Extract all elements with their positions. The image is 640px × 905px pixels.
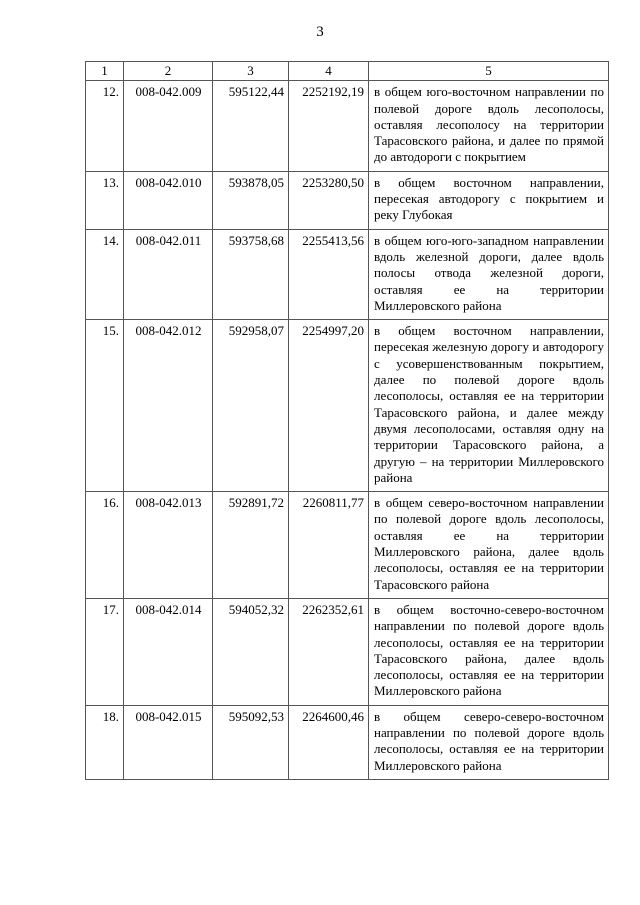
coordinate-y: 2252192,19 [289,81,369,171]
table-row [86,492,609,599]
column-header-3: 3 [213,62,289,81]
point-code: 008-042.011 [124,229,213,319]
coordinate-y: 2264600,46 [289,705,369,779]
row-number: 15. [86,320,124,492]
row-number: 18. [86,705,124,779]
table-header [86,62,609,81]
page-number: 3 [316,24,324,40]
point-code: 008-042.014 [124,598,213,705]
column-header-5: 5 [369,62,609,81]
coordinate-x: 592891,72 [213,492,289,599]
boundary-description: в общем северо-северо-восточном направлении по полевой дороге вдоль лесополосы, оставляя ее на территории Миллеровского района [369,705,609,779]
table-row [86,598,609,705]
coordinate-y: 2253280,50 [289,171,369,229]
table-body [86,81,609,780]
row-number: 12. [86,81,124,171]
table-row [86,229,609,319]
column-header-2: 2 [124,62,213,81]
point-code: 008-042.013 [124,492,213,599]
table-row [86,320,609,492]
row-number: 17. [86,598,124,705]
coordinate-x: 593758,68 [213,229,289,319]
point-code: 008-042.009 [124,81,213,171]
boundary-description: в общем восточно-северо-восточном направлении по полевой дороге вдоль лесополосы, оставляя ее на территории Тарасовского района, далее вдоль лесополосы, оставляя ее на территории Миллеровского района [369,598,609,705]
coordinate-y: 2260811,77 [289,492,369,599]
header-row [86,62,609,81]
coordinate-x: 593878,05 [213,171,289,229]
column-header-4: 4 [289,62,369,81]
coordinate-y: 2262352,61 [289,598,369,705]
row-number: 14. [86,229,124,319]
row-number: 13. [86,171,124,229]
coordinate-y: 2254997,20 [289,320,369,492]
coordinate-x: 592958,07 [213,320,289,492]
boundary-points-table [85,61,609,780]
boundary-description: в общем северо-восточном направлении по полевой дороге вдоль лесополосы, оставляя ее на территории Миллеровского района, далее вдоль лесополосы, оставляя ее на территории Тарасовского района [369,492,609,599]
boundary-description: в общем восточном направлении, пересекая железную дорогу и автодорогу с усовершенствованным покрытием, далее по полевой дороге вдоль лесополосы, оставляя ее на территории Тарасовского района, и далее между двумя лесополосами, оставляя одну на территории Тарасовского района, а другую – на территории Миллеровского района [369,320,609,492]
column-header-1: 1 [86,62,124,81]
point-code: 008-042.010 [124,171,213,229]
table-row [86,81,609,171]
point-code: 008-042.015 [124,705,213,779]
boundary-description: в общем юго-восточном направлении по полевой дороге вдоль лесополосы, оставляя лесополосу на территории Тарасовского района, и далее по прямой до автодороги с покрытием [369,81,609,171]
row-number: 16. [86,492,124,599]
boundary-description: в общем восточном направлении, пересекая автодорогу с покрытием и реку Глубокая [369,171,609,229]
coordinate-x: 595092,53 [213,705,289,779]
table-row [86,171,609,229]
coordinate-x: 595122,44 [213,81,289,171]
table-row [86,705,609,779]
point-code: 008-042.012 [124,320,213,492]
coordinate-y: 2255413,56 [289,229,369,319]
coordinate-x: 594052,32 [213,598,289,705]
boundary-description: в общем юго-юго-западном направлении вдоль железной дороги, далее вдоль полосы отвода железной дороги, оставляя ее на территории Миллеровского района [369,229,609,319]
